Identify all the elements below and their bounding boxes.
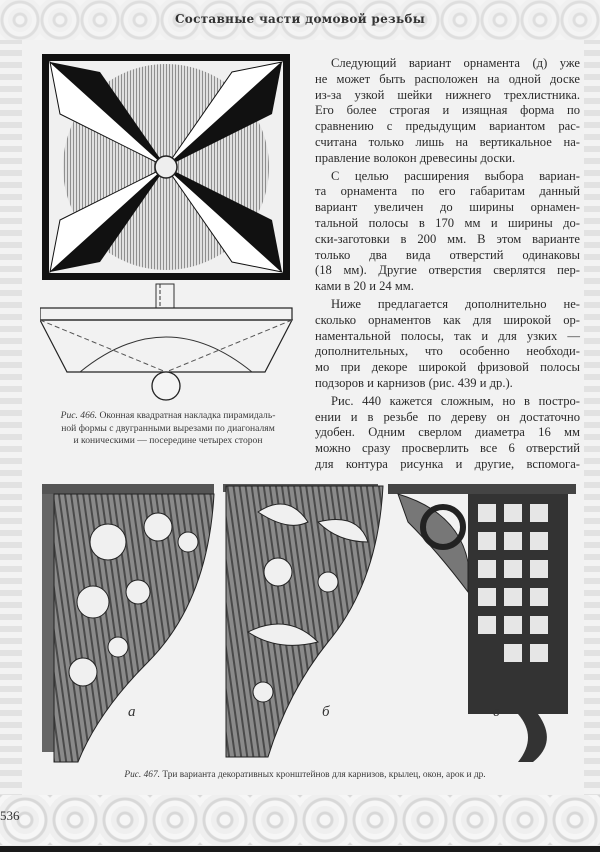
text-line: дополнительных, что особенно необходи- <box>315 344 580 359</box>
caption-line: Оконная квадратная накладка пирамидаль- <box>99 410 276 421</box>
left-ornament-border <box>0 40 22 800</box>
text-line: Следующий вариант орнамента (д) уже <box>331 56 580 70</box>
caption-text: Три варианта декоративных кронштейнов для карнизов, крылец, окон, арок и др. <box>162 770 486 780</box>
variant-label-a: а <box>128 704 136 720</box>
footer-ornament-band <box>0 795 600 845</box>
variant-label-b: б <box>322 704 330 720</box>
text-line: ении и в резьбе по дереву он достаточно <box>315 409 580 424</box>
figure-467-caption <box>40 769 570 782</box>
text-line: сравнению с предыдущим вариантом рас- <box>315 119 580 134</box>
bracket-variant-c <box>388 484 576 762</box>
text-line: та орнамента по его габаритам данный <box>315 184 580 199</box>
figure-467-label: Рис. 467. <box>124 770 161 780</box>
text-line: ски-заготовки в 200 мм. В этом варианте <box>315 231 580 246</box>
text-line: Ниже предлагается дополнительно не- <box>331 296 580 311</box>
text-line: Рис. 440 кажется сложным, но в постро- <box>331 393 580 408</box>
page-number: 536 <box>0 808 20 823</box>
running-header: Составные части домовой резьбы <box>174 12 426 26</box>
text-line: считана только лишь на вертикальное на- <box>315 134 580 149</box>
text-line: ками в 20 и 24 мм. <box>315 279 414 294</box>
caption-line: и коническими — посередине четырех сторон <box>73 435 263 446</box>
text-line: подзоров и карнизов (рис. 439 и др.). <box>315 375 513 390</box>
text-line: не может быть расположен на одной доске <box>315 71 580 86</box>
text-line: для контура рисунка и другие, вспомога- <box>315 456 580 471</box>
figure-467-illustration <box>38 482 578 767</box>
text-line: Его более строгая и изящная форма по <box>315 103 580 118</box>
text-line: (18 мм). Другие отверстия сверлятся пер- <box>315 263 580 278</box>
bracket-variant-b <box>223 484 383 757</box>
variant-label-c: в <box>493 704 500 720</box>
caption-line: ной формы с двугранными вырезами по диагоналям <box>61 422 275 434</box>
figure-466-label: Рис. 466. <box>60 410 98 421</box>
text-line: наментальной полосы, так и для узких — <box>315 328 580 343</box>
text-line: тальной полосы в 170 мм и ширины до- <box>315 215 580 230</box>
text-line: только два вида отверстий одинаковы <box>315 247 580 262</box>
text-line: можно сразу просверлить все 6 отверстий <box>315 441 580 456</box>
text-line: вариант увеличен до ширины орнамен- <box>315 200 580 215</box>
text-line: С целью расширения выбора вариан- <box>331 168 580 183</box>
text-line: удобен. Одним сверлом диаметра 16 мм <box>315 425 580 440</box>
text-line: мо при декоре широкой фризовой полосы <box>315 360 580 375</box>
body-text-column <box>315 56 580 473</box>
bottom-rule <box>0 846 600 852</box>
text-line: сколько орнаментов как для широкой ор- <box>315 312 580 327</box>
text-line: правление волокон древесины доски. <box>315 150 516 165</box>
figure-466-illustration <box>40 52 295 404</box>
figure-466-caption <box>36 410 300 448</box>
right-ornament-border <box>584 40 600 800</box>
text-line: из-за узкой шейки нижнего трехлистника. <box>315 87 580 102</box>
